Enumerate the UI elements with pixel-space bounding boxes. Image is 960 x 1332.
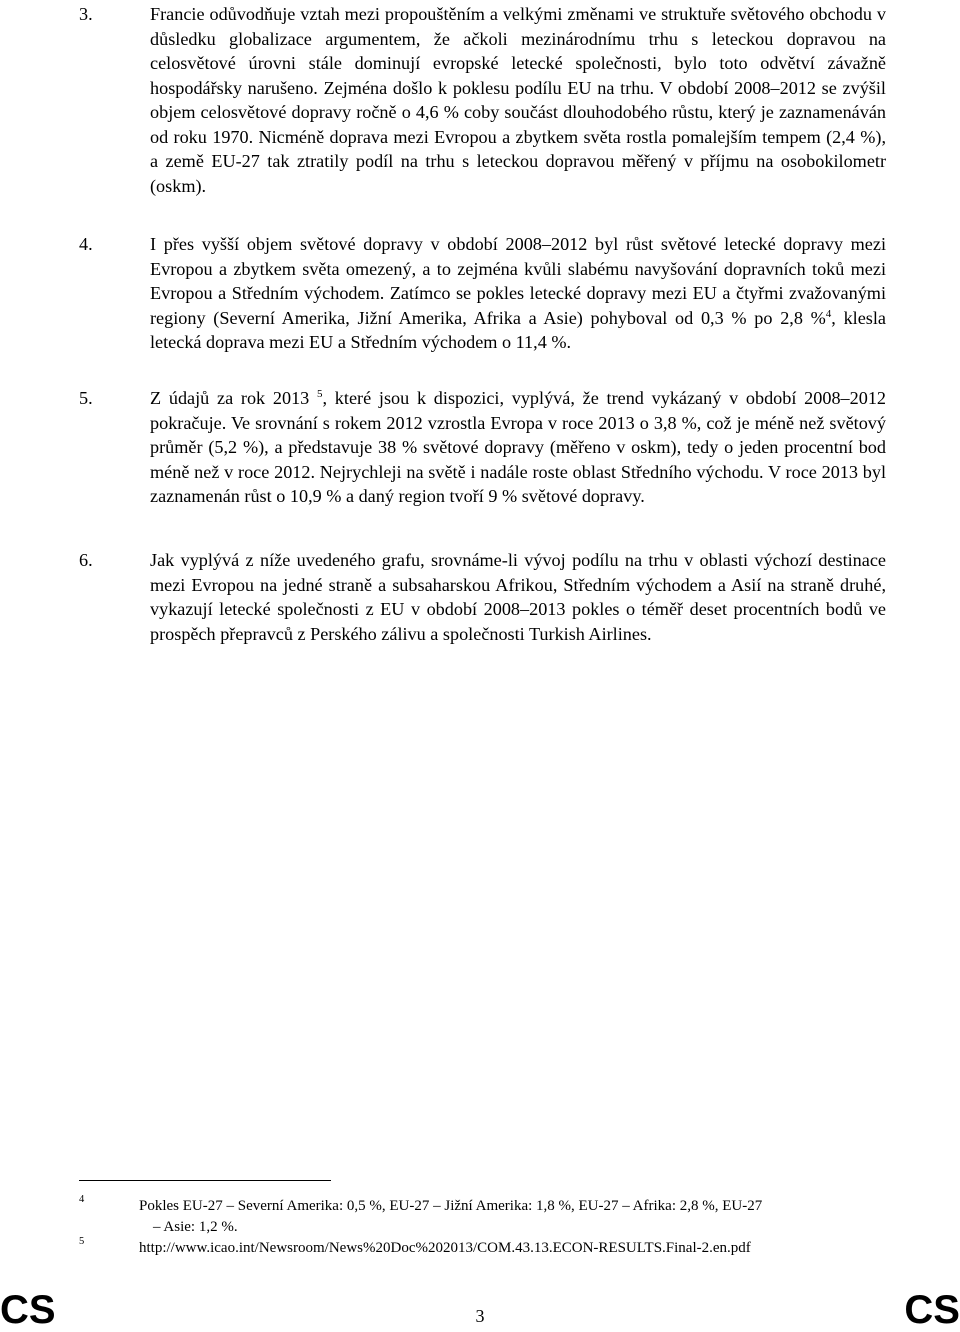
footnote-text — [139, 1238, 889, 1259]
language-code-left: CS — [0, 1288, 56, 1332]
footnote-number: 4 — [79, 1194, 85, 1205]
language-code-right: CS — [904, 1288, 960, 1332]
paragraph-text — [150, 386, 886, 509]
footnote-number: 5 — [79, 1236, 85, 1247]
paragraph-number: 3. — [79, 4, 93, 24]
footnote-reference[interactable]: 5 — [317, 387, 323, 400]
footnote-text — [139, 1196, 889, 1238]
paragraph-text — [150, 232, 886, 355]
paragraph-text-part: I přes vyšší objem světové dopravy v období 2008–2012 byl růst světové letecké dopravy mezi Evropou a zbytkem světa omezený, a to zejména kvůli slabému navyšování dopravních toků mezi Evropou a Středním východem. Zatímco se pokles letecké dopravy mezi EU a čtyřmi zvažovanými regiony (Severní Amerika, Jižní Amerika, Afrika a Asie) pohyboval od 0,3 % po 2,8 % — [150, 234, 886, 328]
footnote-link[interactable]: http://www.icao.int/Newsroom/News%20Doc%202013/COM.43.13.ECON-RESULTS.Final-2.en.pdf — [139, 1240, 751, 1256]
paragraph-number: 6. — [79, 550, 93, 570]
page-number: 3 — [475, 1306, 485, 1326]
footnote-line: – Asie: 1,2 %. — [153, 1219, 238, 1235]
paragraph-text: Jak vyplývá z níže uvedeného grafu, srovnáme-li vývoj podílu na trhu v oblasti výchozí destinace mezi Evropou na jedné straně a subsaharskou Afrikou, Středním východem a Asií na straně druhé, vykazují letecké společnosti z EU v období 2008–2013 pokles o téměř deset procentních bodů ve prospěch přepravců z Perského zálivu a společnosti Turkish Airlines. — [150, 550, 886, 644]
paragraph-text-part: Z údajů za rok 2013 — [150, 388, 310, 408]
paragraph-text-part: , klesla letecká doprava mezi EU a Středním východem o 11,4 %. — [150, 307, 886, 352]
footnote-separator — [79, 1180, 331, 1181]
paragraph-text-part: , které jsou k dispozici, vyplývá, že trend vykázaný v období 2008–2012 pokračuje. Ve srovnání s rokem 2012 vzrostla Evropa v roce 2013 o 3,8 %, což je méně než světový průměr (5,2 %), a představuje 38 % světové dopravy (měřeno v oskm), tedy o jeden procentní bod méně než v roce 2012. Nejrychleji na světě i nadále roste oblast Středního východu. V roce 2013 byl zaznamenán růst o 10,9 % a daný region tvoří 9 % světové dopravy. — [150, 388, 887, 506]
paragraph-number: 5. — [79, 388, 93, 408]
footnote-line: Pokles EU-27 – Severní Amerika: 0,5 %, EU-27 – Jižní Amerika: 1,8 %, EU-27 – Afrika: 2,8 %, EU-27 — [139, 1198, 763, 1214]
paragraph-number: 4. — [79, 234, 93, 254]
footnote-reference[interactable]: 4 — [825, 307, 832, 320]
paragraph-text: Francie odůvodňuje vztah mezi propouštěním a velkými změnami ve struktuře světového obchodu v důsledku globalizace argumentem, že ačkoli mezinárodnímu trhu s leteckou dopravou na celosvětové úrovni stále dominují evropské letecké společnosti, bylo toto odvětví závažně hospodářsky narušeno. Zejména došlo k poklesu podílu EU na trhu. V období 2008–2012 se zvýšil objem celosvětové dopravy ročně o 4,6 % coby součást dlouhodobého růstu, který je zaznamenáván od roku 1970. Nicméně doprava mezi Evropou a zbytkem světa rostla pomalejším tempem (2,4 %), a země EU-27 tak ztratily podíl na trhu s leteckou dopravou měřený v příjmu na osobokilometr (oskm). — [150, 4, 886, 196]
